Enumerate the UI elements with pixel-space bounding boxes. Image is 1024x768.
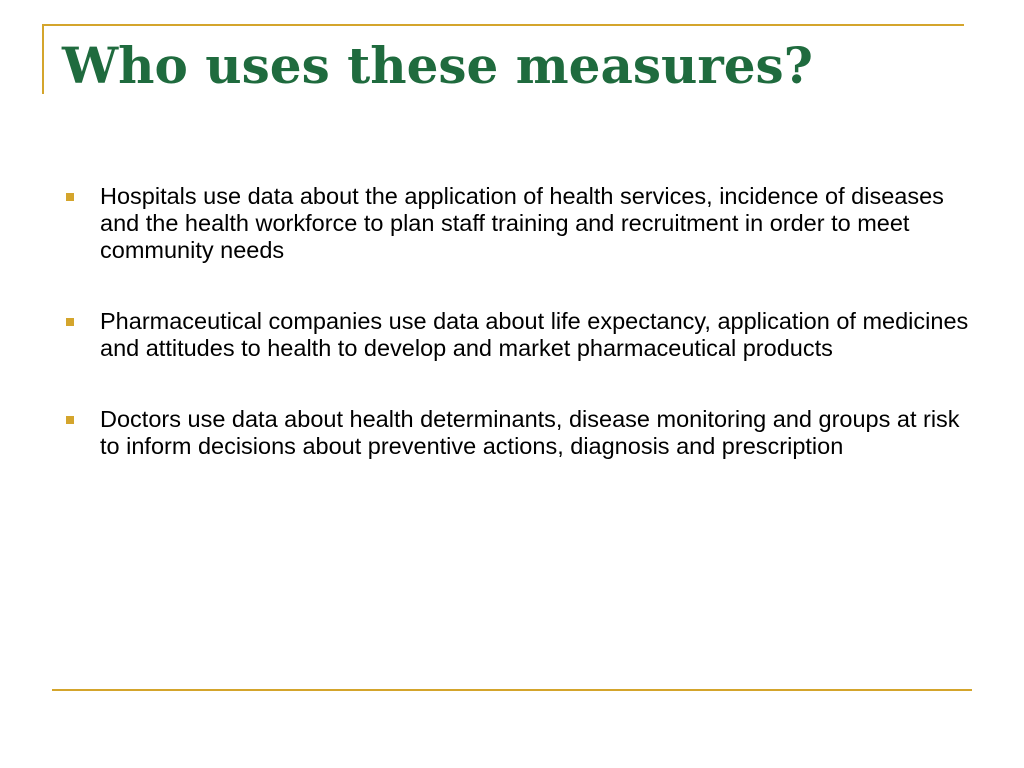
bullet-text: Pharmaceutical companies use data about life expectancy, application of medicines and attitudes to health to develop and market pharmaceutical products xyxy=(100,308,969,361)
square-bullet-icon xyxy=(66,193,74,201)
bullet-text: Hospitals use data about the application of health services, incidence of diseases and the health workforce to plan staff training and recruitment in order to meet community needs xyxy=(100,183,944,263)
square-bullet-icon xyxy=(66,416,74,424)
square-bullet-icon xyxy=(66,318,74,326)
bullet-item-doctors xyxy=(100,406,980,460)
bullet-item-hospitals xyxy=(100,183,980,264)
bullet-text: Doctors use data about health determinants, disease monitoring and groups at risk to inform decisions about preventive actions, diagnosis and prescription xyxy=(100,406,960,459)
frame-top-rule xyxy=(42,24,964,26)
bullet-list xyxy=(100,183,980,504)
frame-bottom-rule xyxy=(52,689,972,691)
slide-title: Who uses these measures? xyxy=(62,36,813,95)
bullet-item-pharmaceutical xyxy=(100,308,980,362)
frame-left-rule xyxy=(42,24,44,94)
